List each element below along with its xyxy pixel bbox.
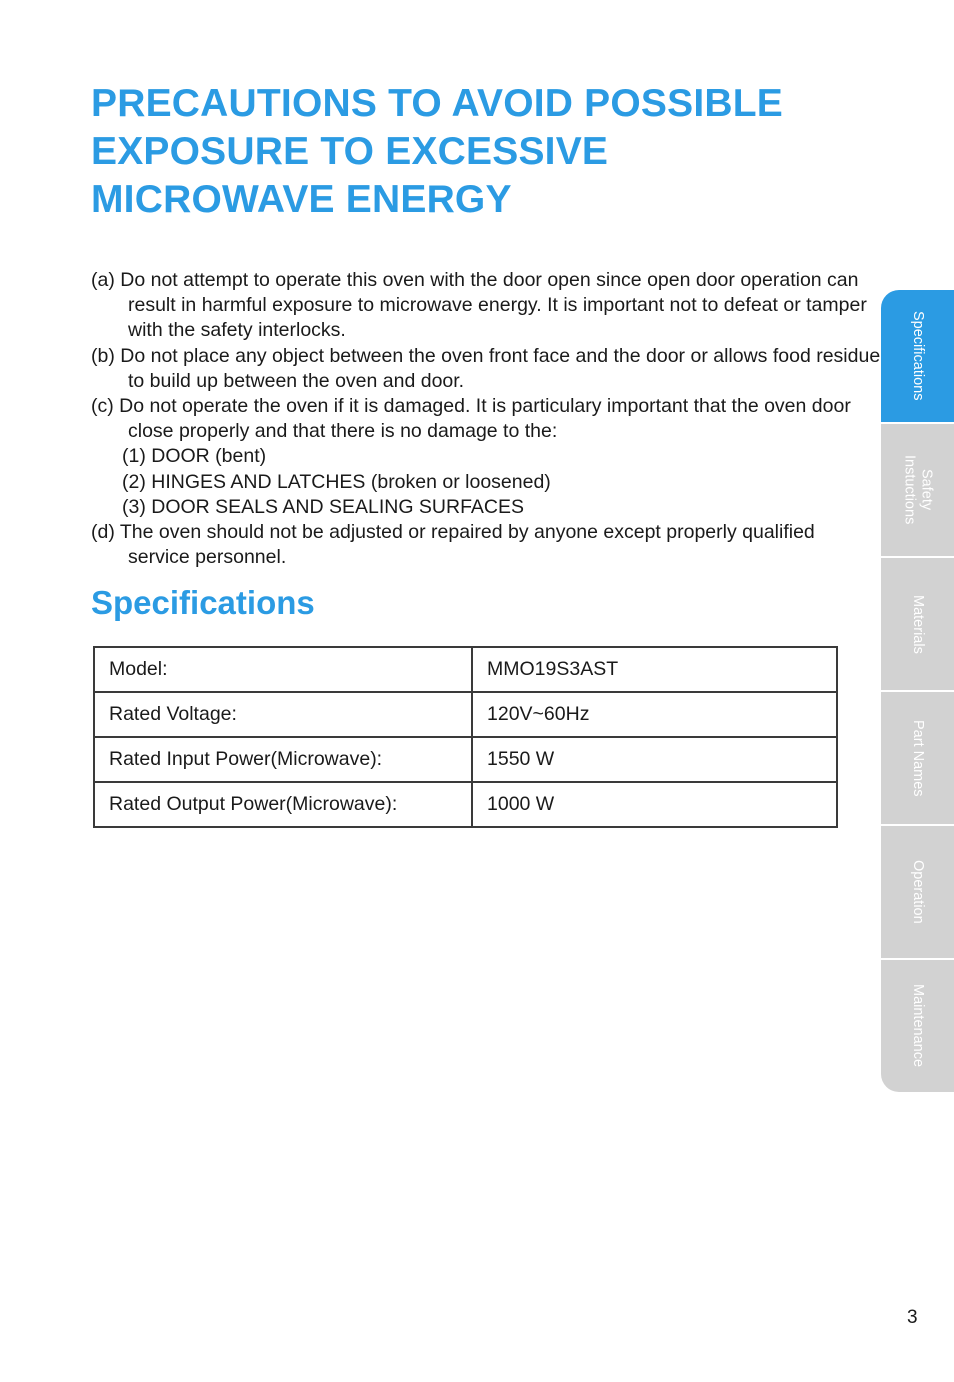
spec-label: Rated Output Power(Microwave): (94, 782, 472, 827)
precautions-list (91, 268, 881, 570)
tab-label: Part Names (910, 719, 926, 797)
precaution-c-sub-1: (1) DOOR (bent) (122, 445, 267, 468)
precaution-d: (d) The oven should not be adjusted or repaired by anyone except properly qualified service personnel. (91, 521, 815, 569)
tab-part-names[interactable] (881, 692, 954, 824)
tab-label: Maintenance (910, 984, 926, 1068)
table-row (94, 737, 837, 782)
tab-specifications[interactable] (881, 290, 954, 422)
spec-value: MMO19S3AST (472, 647, 837, 692)
tab-maintenance[interactable] (881, 960, 954, 1092)
precaution-a: (a) Do not attempt to operate this oven with the door open since open door operation can result in harmful exposure to microwave energy. It is important not to defeat or tamper with the safety interlocks. (91, 269, 867, 342)
table-row (94, 782, 837, 827)
tab-materials[interactable] (881, 558, 954, 690)
table-row (94, 647, 837, 692)
spec-label: Rated Input Power(Microwave): (94, 737, 472, 782)
tab-label: Materials (910, 594, 926, 654)
page-number: 3 (907, 1307, 918, 1328)
precaution-b: (b) Do not place any object between the oven front face and the door or allows food residue to build up between the oven and door. (91, 344, 881, 392)
spec-value: 1000 W (472, 782, 837, 827)
section-tabs (881, 290, 954, 1094)
precaution-c-sub-2: (2) HINGES AND LATCHES (broken or loosened) (122, 470, 551, 493)
spec-label: Model: (94, 647, 472, 692)
tab-safety-instructions[interactable] (881, 424, 954, 556)
spec-value: 120V~60Hz (472, 692, 837, 737)
tab-label-line-1: Safety (918, 469, 935, 511)
tab-label: Operation (910, 860, 926, 924)
tab-label (901, 455, 935, 524)
precaution-c: (c) Do not operate the oven if it is damaged. It is particulary important that the oven door close properly and that there is no damage to the: (91, 395, 851, 443)
tab-operation[interactable] (881, 826, 954, 958)
spec-label: Rated Voltage: (94, 692, 472, 737)
spec-value: 1550 W (472, 737, 837, 782)
page-title: PRECAUTIONS TO AVOID POSSIBLE EXPOSURE TO EXCESSIVE MICROWAVE ENERGY (91, 82, 783, 221)
specifications-table (93, 646, 838, 828)
specifications-heading: Specifications (91, 584, 315, 621)
tab-label: Specifications (910, 311, 926, 401)
precaution-c-sub-3: (3) DOOR SEALS AND SEALING SURFACES (122, 495, 525, 518)
table-row (94, 692, 837, 737)
tab-label-line-2: Instuctions (901, 455, 918, 525)
